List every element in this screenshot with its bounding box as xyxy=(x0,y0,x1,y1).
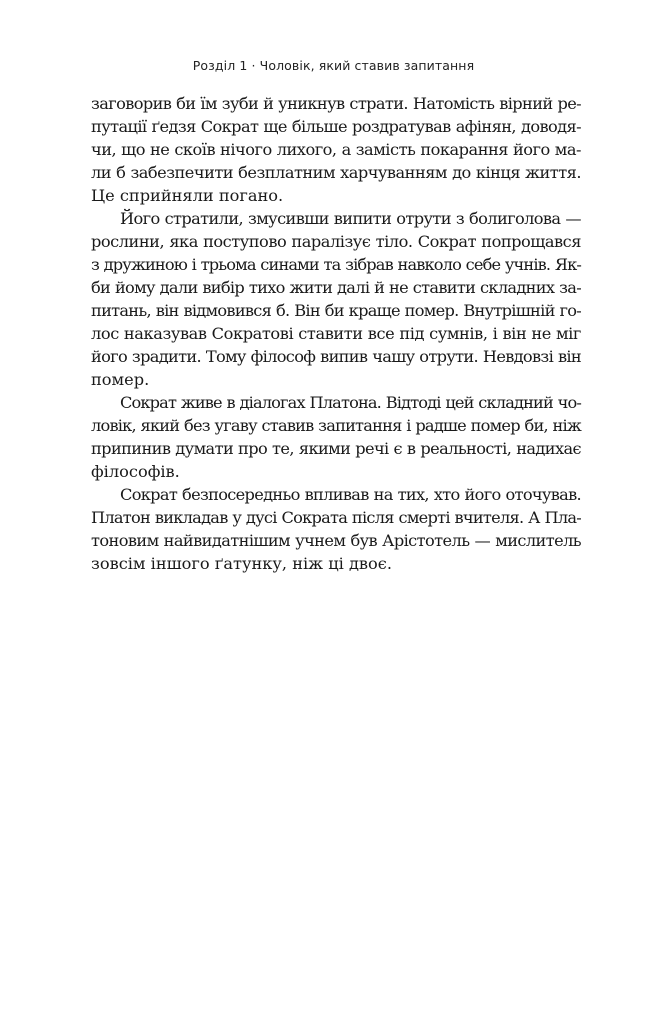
text-line: би йому дали вибір тихо жити далі й не ставити складних за- xyxy=(91,278,581,297)
text-line: рослини, яка поступово паралізує тіло. Сократ попрощався xyxy=(91,232,581,251)
paragraph-1 xyxy=(91,92,581,207)
text-line: філософів. xyxy=(91,462,180,481)
text-line: Платон викладав у дусі Сократа після смерті вчителя. А Пла- xyxy=(91,508,581,527)
text-line: чи, що не скоїв нічого лихого, а замість покарання його ма- xyxy=(91,140,581,159)
text-line: тоновим найвидатнішим учнем був Арістотель — мислитель xyxy=(91,531,581,550)
text-line: Його стратили, змусивши випити отрути з болиголова — xyxy=(120,209,581,228)
text-line: зовсім іншого ґатунку, ніж ці двоє. xyxy=(91,554,392,573)
paragraph-3 xyxy=(91,391,581,483)
text-line: Це сприйняли погано. xyxy=(91,186,284,205)
running-head: Розділ 1 · Чоловік, який ставив запитання xyxy=(192,58,475,73)
text-line: з дружиною і трьома синами та зібрав навколо себе учнів. Як- xyxy=(91,255,581,274)
text-line: ли б забезпечити безплатним харчуванням до кінця життя. xyxy=(91,163,581,182)
text-line: путації ґедзя Сократ ще більше роздратував афінян, доводя- xyxy=(91,117,581,136)
body-text xyxy=(91,92,581,575)
text-line: припинив думати про те, якими речі є в реальності, надихає xyxy=(91,439,581,458)
text-line: його зрадити. Тому філософ випив чашу отрути. Невдовзі він xyxy=(91,347,581,366)
text-line: питань, він відмовився б. Він би краще помер. Внутрішній го- xyxy=(91,301,581,320)
paragraph-4 xyxy=(91,483,581,575)
text-line: Сократ безпосередньо впливав на тих, хто його оточував. xyxy=(120,485,581,504)
paragraph-2 xyxy=(91,207,581,391)
text-line: заговорив би їм зуби й уникнув страти. Натомість вірний ре- xyxy=(91,94,581,113)
text-line: помер. xyxy=(91,370,150,389)
text-line: Сократ живе в діалогах Платона. Відтоді цей складний чо- xyxy=(120,393,581,412)
text-line: ловік, який без угаву ставив запитання і радше помер би, ніж xyxy=(91,416,581,435)
text-line: лос наказував Сократові ставити все під сумнів, і він не міг xyxy=(91,324,581,343)
